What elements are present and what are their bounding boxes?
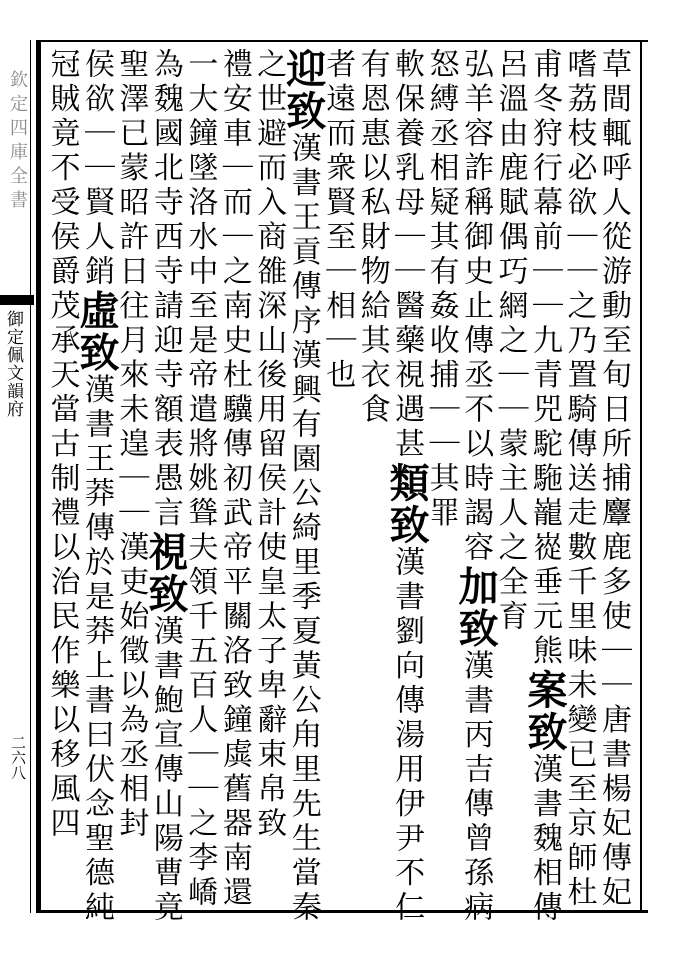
entry-headword: 加致 — [452, 565, 500, 650]
column-text: 草間輒呼人從游動至旬日所捕麞鹿多使｜｜唐書楊妃傳妃 — [595, 48, 631, 911]
text-column — [141, 48, 189, 926]
column-text: 怒縛丞相疑其有姦收捕｜｜其罪 — [423, 48, 459, 531]
column-text: 甫冬狩行幕前｜｜九青兕駝駞巃嵸垂元熊 — [527, 48, 563, 669]
column-text: 聖澤已蒙昭許日往月來未遑｜｜ — [113, 48, 149, 531]
column-text: 有恩惠以私財物給其衣食 — [354, 48, 390, 428]
column-text: 漢書丙吉傳曾孫病 — [458, 649, 494, 926]
text-column — [216, 48, 256, 911]
text-column — [251, 48, 291, 910]
column-text: 之世避而入商雒深山後用留侯計使皇太子卑辭束帛致 — [251, 48, 287, 842]
column-text: 茂承天當古制禮以治民作樂以移風四 — [44, 289, 80, 842]
text-column — [72, 48, 120, 926]
text-column — [320, 48, 360, 910]
text-column — [383, 48, 431, 926]
column-text: 漢書魏相傳 — [527, 753, 563, 926]
column-text: 者遠而衆賢至｜相｜也 — [320, 48, 356, 393]
left-outer-border-line — [30, 40, 31, 913]
page-number: 二六八 — [9, 735, 27, 780]
text-column — [354, 48, 394, 910]
text-column — [182, 48, 222, 911]
column-text: 嗜荔枝必欲｜｜之乃置騎傳送走數千里味未變已至京師杜 — [561, 48, 597, 911]
entry-headword: 迎致 — [279, 48, 327, 132]
column-text: 漢吏始徵以為丞相封 — [113, 531, 149, 842]
column-text: 弘羊容詐稱御史止傳丞不以時謁容 — [458, 48, 494, 566]
text-column — [279, 48, 327, 926]
column-text: 禮安車｜而｜之南史杜驥傳初武帝平關洛致鐘虡舊器南還 — [216, 48, 252, 911]
text-column — [521, 48, 569, 926]
column-text: 一大鐘墜洛水中至是帝遣將姚聳夫領千五百人｜｜之李嶠 — [182, 48, 218, 911]
entry-headword: 視致 — [141, 531, 189, 615]
text-column — [561, 48, 601, 911]
column-text: 為魏國北寺西寺請迎寺額表愚言 — [147, 48, 183, 531]
text-column — [423, 48, 463, 910]
column-text: 呂溫由鹿賦偶巧網之｜｜蒙主人之全育 — [492, 48, 528, 635]
column-text: 漢書劉向傳湯用伊尹不仁 — [389, 546, 425, 926]
column-text: 侯欲｜｜賢人銷 — [78, 48, 114, 290]
margin-faded-header: 欽定四庫全書 — [7, 70, 28, 214]
column-text: 冠賊竟不受侯爵 — [44, 48, 80, 290]
top-border-line — [38, 40, 648, 42]
text-column — [113, 48, 153, 910]
column-text: 漢書王莽傳於是莽上書曰伏念聖德純 — [78, 373, 114, 926]
fishtail-mark — [0, 295, 34, 305]
right-border-line — [640, 40, 642, 913]
column-text: 漢書鮑宣傳山陽曹竟 — [147, 615, 183, 926]
text-column — [595, 48, 636, 911]
entry-headword: 案致 — [521, 669, 569, 753]
column-text: 漢書王貢傳序漢興有園公綺里季夏黃公甪里先生當秦 — [285, 132, 321, 926]
margin-book-title: 御定佩文韻府 — [3, 310, 23, 418]
entry-headword: 虛致 — [72, 289, 120, 374]
text-column — [492, 48, 532, 910]
text-column — [44, 48, 84, 910]
entry-headword: 類致 — [383, 462, 431, 546]
column-text: 軟保養乳母｜｜醫藥視遇甚 — [389, 48, 425, 462]
text-column — [452, 48, 500, 926]
